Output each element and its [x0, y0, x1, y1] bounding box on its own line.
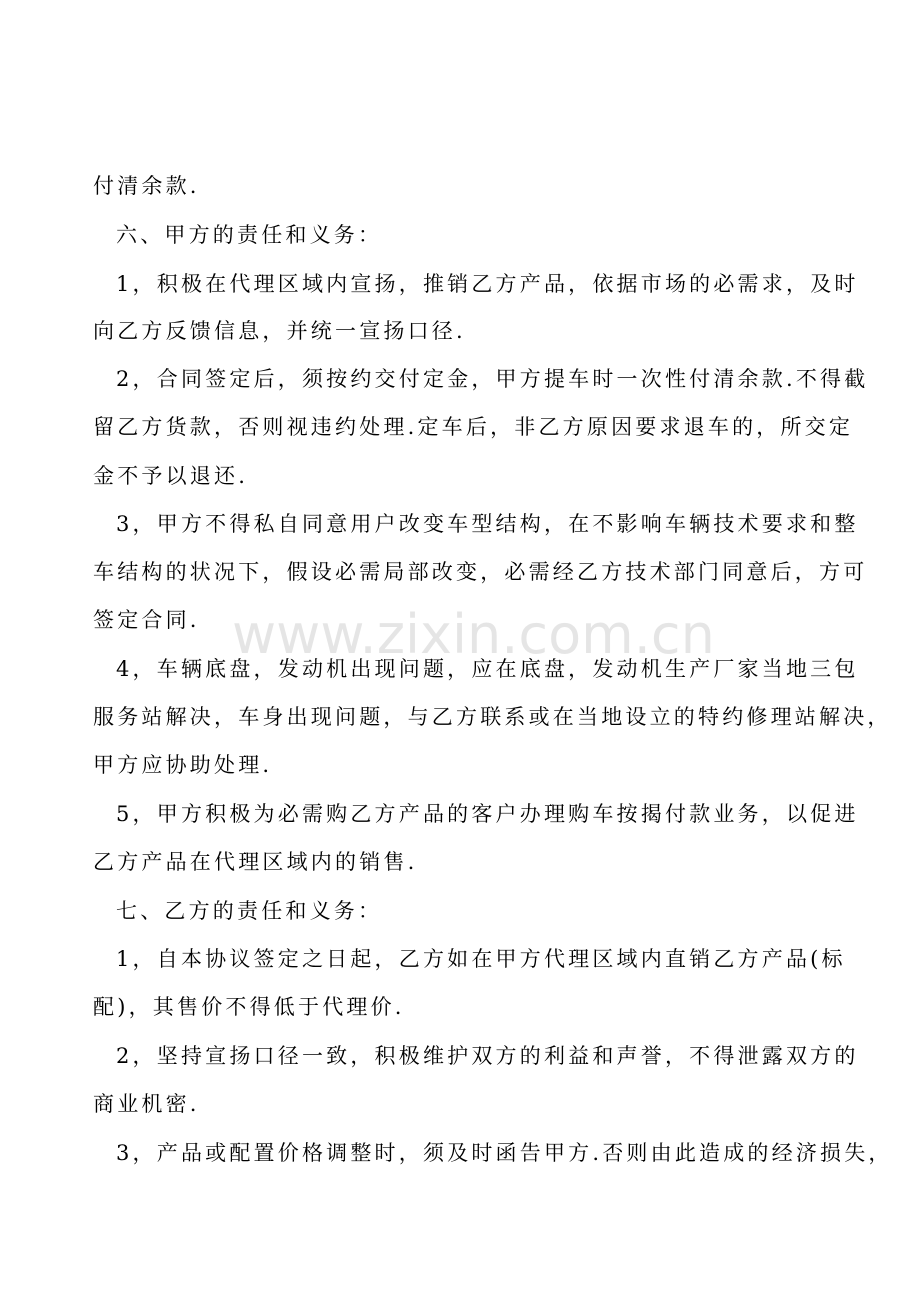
text-line: 1，积极在代理区域内宣扬，推销乙方产品，依据市场的必需求，及时: [116, 272, 859, 296]
watermark: www.zixin.com.cn: [232, 603, 715, 666]
text-line: 配)，其售价不得低于代理价.: [93, 995, 405, 1019]
text-line: 车结构的状况下，假设必需局部改变，必需经乙方技术部门同意后，方可: [93, 560, 868, 584]
text-line: 1，自本协议签定之日起，乙方如在甲方代理区域内直销乙方产品(标: [116, 947, 846, 971]
text-line: 2，坚持宣扬口径一致，积极维护双方的利益和声誉，不得泄露双方的: [116, 1044, 859, 1068]
text-line: 3，产品或配置价格调整时，须及时函告甲方.否则由此造成的经济损失，: [116, 1141, 893, 1165]
section-heading: 七、乙方的责任和义务：: [116, 899, 383, 923]
text-line: 服务站解决，车身出现问题，与乙方联系或在当地设立的特约修理站解决，: [93, 705, 892, 729]
text-line: 5，甲方积极为必需购乙方产品的客户办理购车按揭付款业务，以促进: [116, 802, 859, 826]
text-line: 2，合同签定后，须按约交付定金，甲方提车时一次性付清余款.不得截: [116, 367, 869, 391]
text-line: 商业机密.: [93, 1092, 200, 1116]
text-line: 4，车辆底盘，发动机出现问题，应在底盘，发动机生产厂家当地三包: [116, 657, 859, 681]
text-line: 乙方产品在代理区域内的销售.: [93, 850, 418, 874]
text-line: 向乙方反馈信息，并统一宣扬口径.: [93, 319, 466, 343]
text-line: 签定合同.: [93, 608, 200, 632]
text-line: 金不予以退还.: [93, 464, 249, 488]
section-heading: 六、甲方的责任和义务：: [116, 223, 383, 247]
text-line: 3，甲方不得私自同意用户改变车型结构，在不影响车辆技术要求和整: [116, 512, 859, 536]
text-line: 付清余款.: [93, 174, 200, 198]
text-line: 甲方应协助处理.: [93, 753, 273, 777]
text-line: 留乙方货款，否则视违约处理.定车后，非乙方原因要求退车的，所交定: [93, 415, 854, 439]
